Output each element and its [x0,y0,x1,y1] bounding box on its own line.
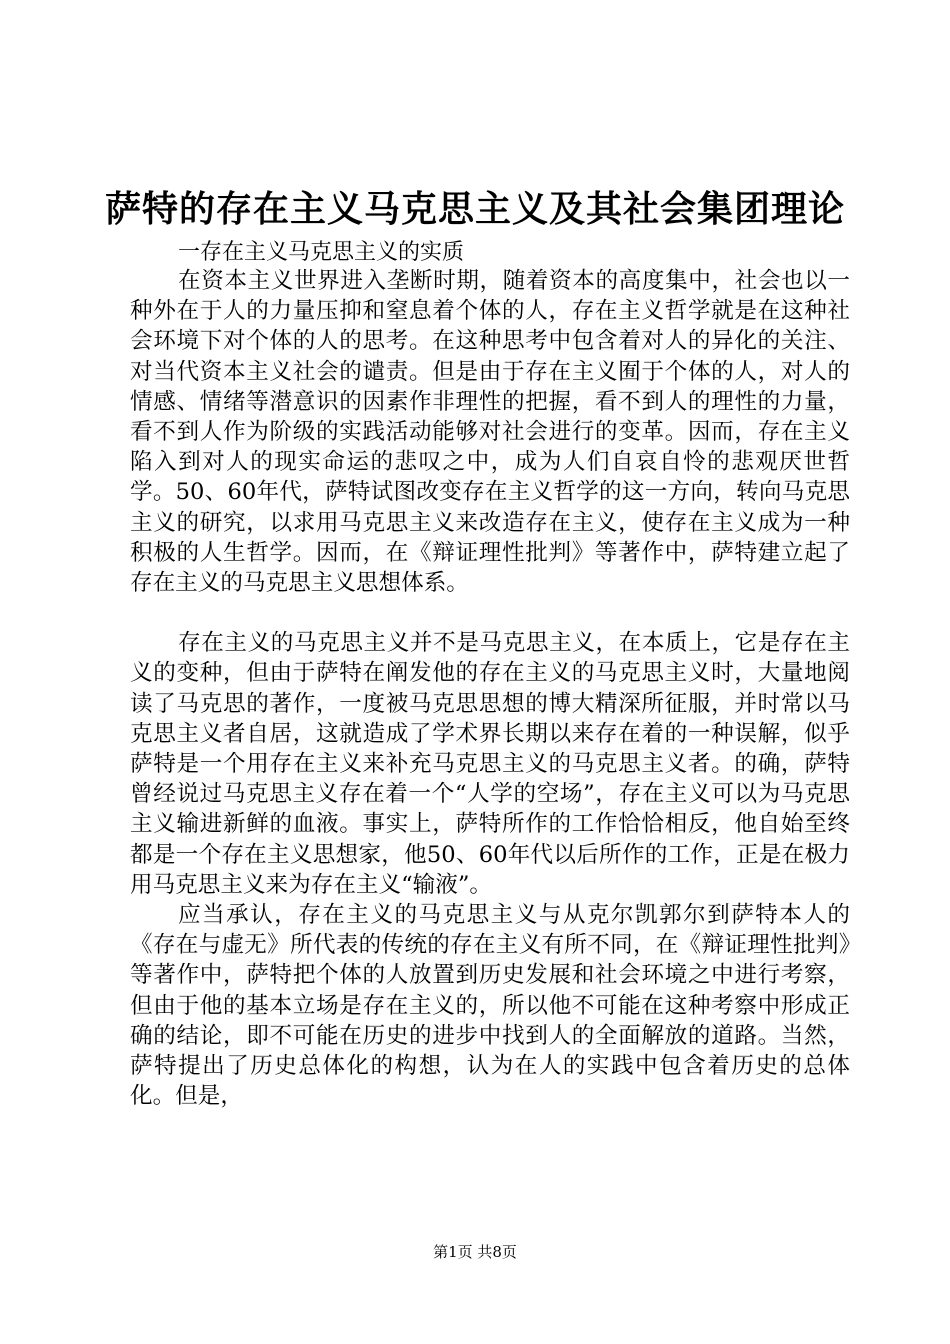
document-title: 萨特的存在主义马克思主义及其社会集团理论 [104,189,845,230]
paragraph-1: 在资本主义世界进入垄断时期，随着资本的高度集中，社会也以一种外在于人的力量压抑和窒息着个体的人，存在主义哲学就是在这种社会环境下对个体的人的思考。在这种思考中包含着对人的异化的关注、对当代资本主义社会的谴责。但是由于存在主义囿于个体的人，对人的情感、情绪等潜意识的因素作非理性的把握，看不到人的理性的力量，看不到人作为阶级的实践活动能够对社会进行的变革。因而，存在主义陷入到对人的现实命运的悲叹之中，成为人们自哀自怜的悲观厌世哲学。50、60年代，萨特试图改变存在主义哲学的这一方向，转向马克思主义的研究，以求用马克思主义来改造存在主义，使存在主义成为一种积极的人生哲学。因而，在《辩证理性批判》等著作中，萨特建立起了存在主义的马克思主义思想体系。 [130,268,850,597]
page-number-footer: 第1页 共8页 [433,1243,517,1261]
paragraph-3: 应当承认，存在主义的马克思主义与从克尔凯郭尔到萨特本人的《存在与虚无》所代表的传统的存在主义有所不同，在《辩证理性批判》等著作中，萨特把个体的人放置到历史发展和社会环境之中进行考察，但由于他的基本立场是存在主义的，所以他不可能在这种考察中形成正确的结论，即不可能在历史的进步中找到人的全面解放的道路。当然，萨特提出了历史总体化的构想，认为在人的实践中包含着历史的总体化。但是， [130,902,850,1110]
paragraph-spacer [130,598,850,628]
paragraph-2: 存在主义的马克思主义并不是马克思主义，在本质上，它是存在主义的变种，但由于萨特在阐发他的存在主义的马克思主义时，大量地阅读了马克思的著作，一度被马克思思想的博大精深所征服，并时常以马克思主义者自居，这就造成了学术界长期以来存在着的一种误解，似乎萨特是一个用存在主义来补充马克思主义的马克思主义者。的确，萨特曾经说过马克思主义存在着一个“人学的空场”，存在主义可以为马克思主义输进新鲜的血液。事实上，萨特所作的工作恰恰相反，他自始至终都是一个存在主义思想家，他50、60年代以后所作的工作，正是在极力用马克思主义来为存在主义“输液”。 [130,630,850,898]
document-body [130,266,850,1111]
section-heading: 一存在主义马克思主义的实质 [178,240,465,265]
